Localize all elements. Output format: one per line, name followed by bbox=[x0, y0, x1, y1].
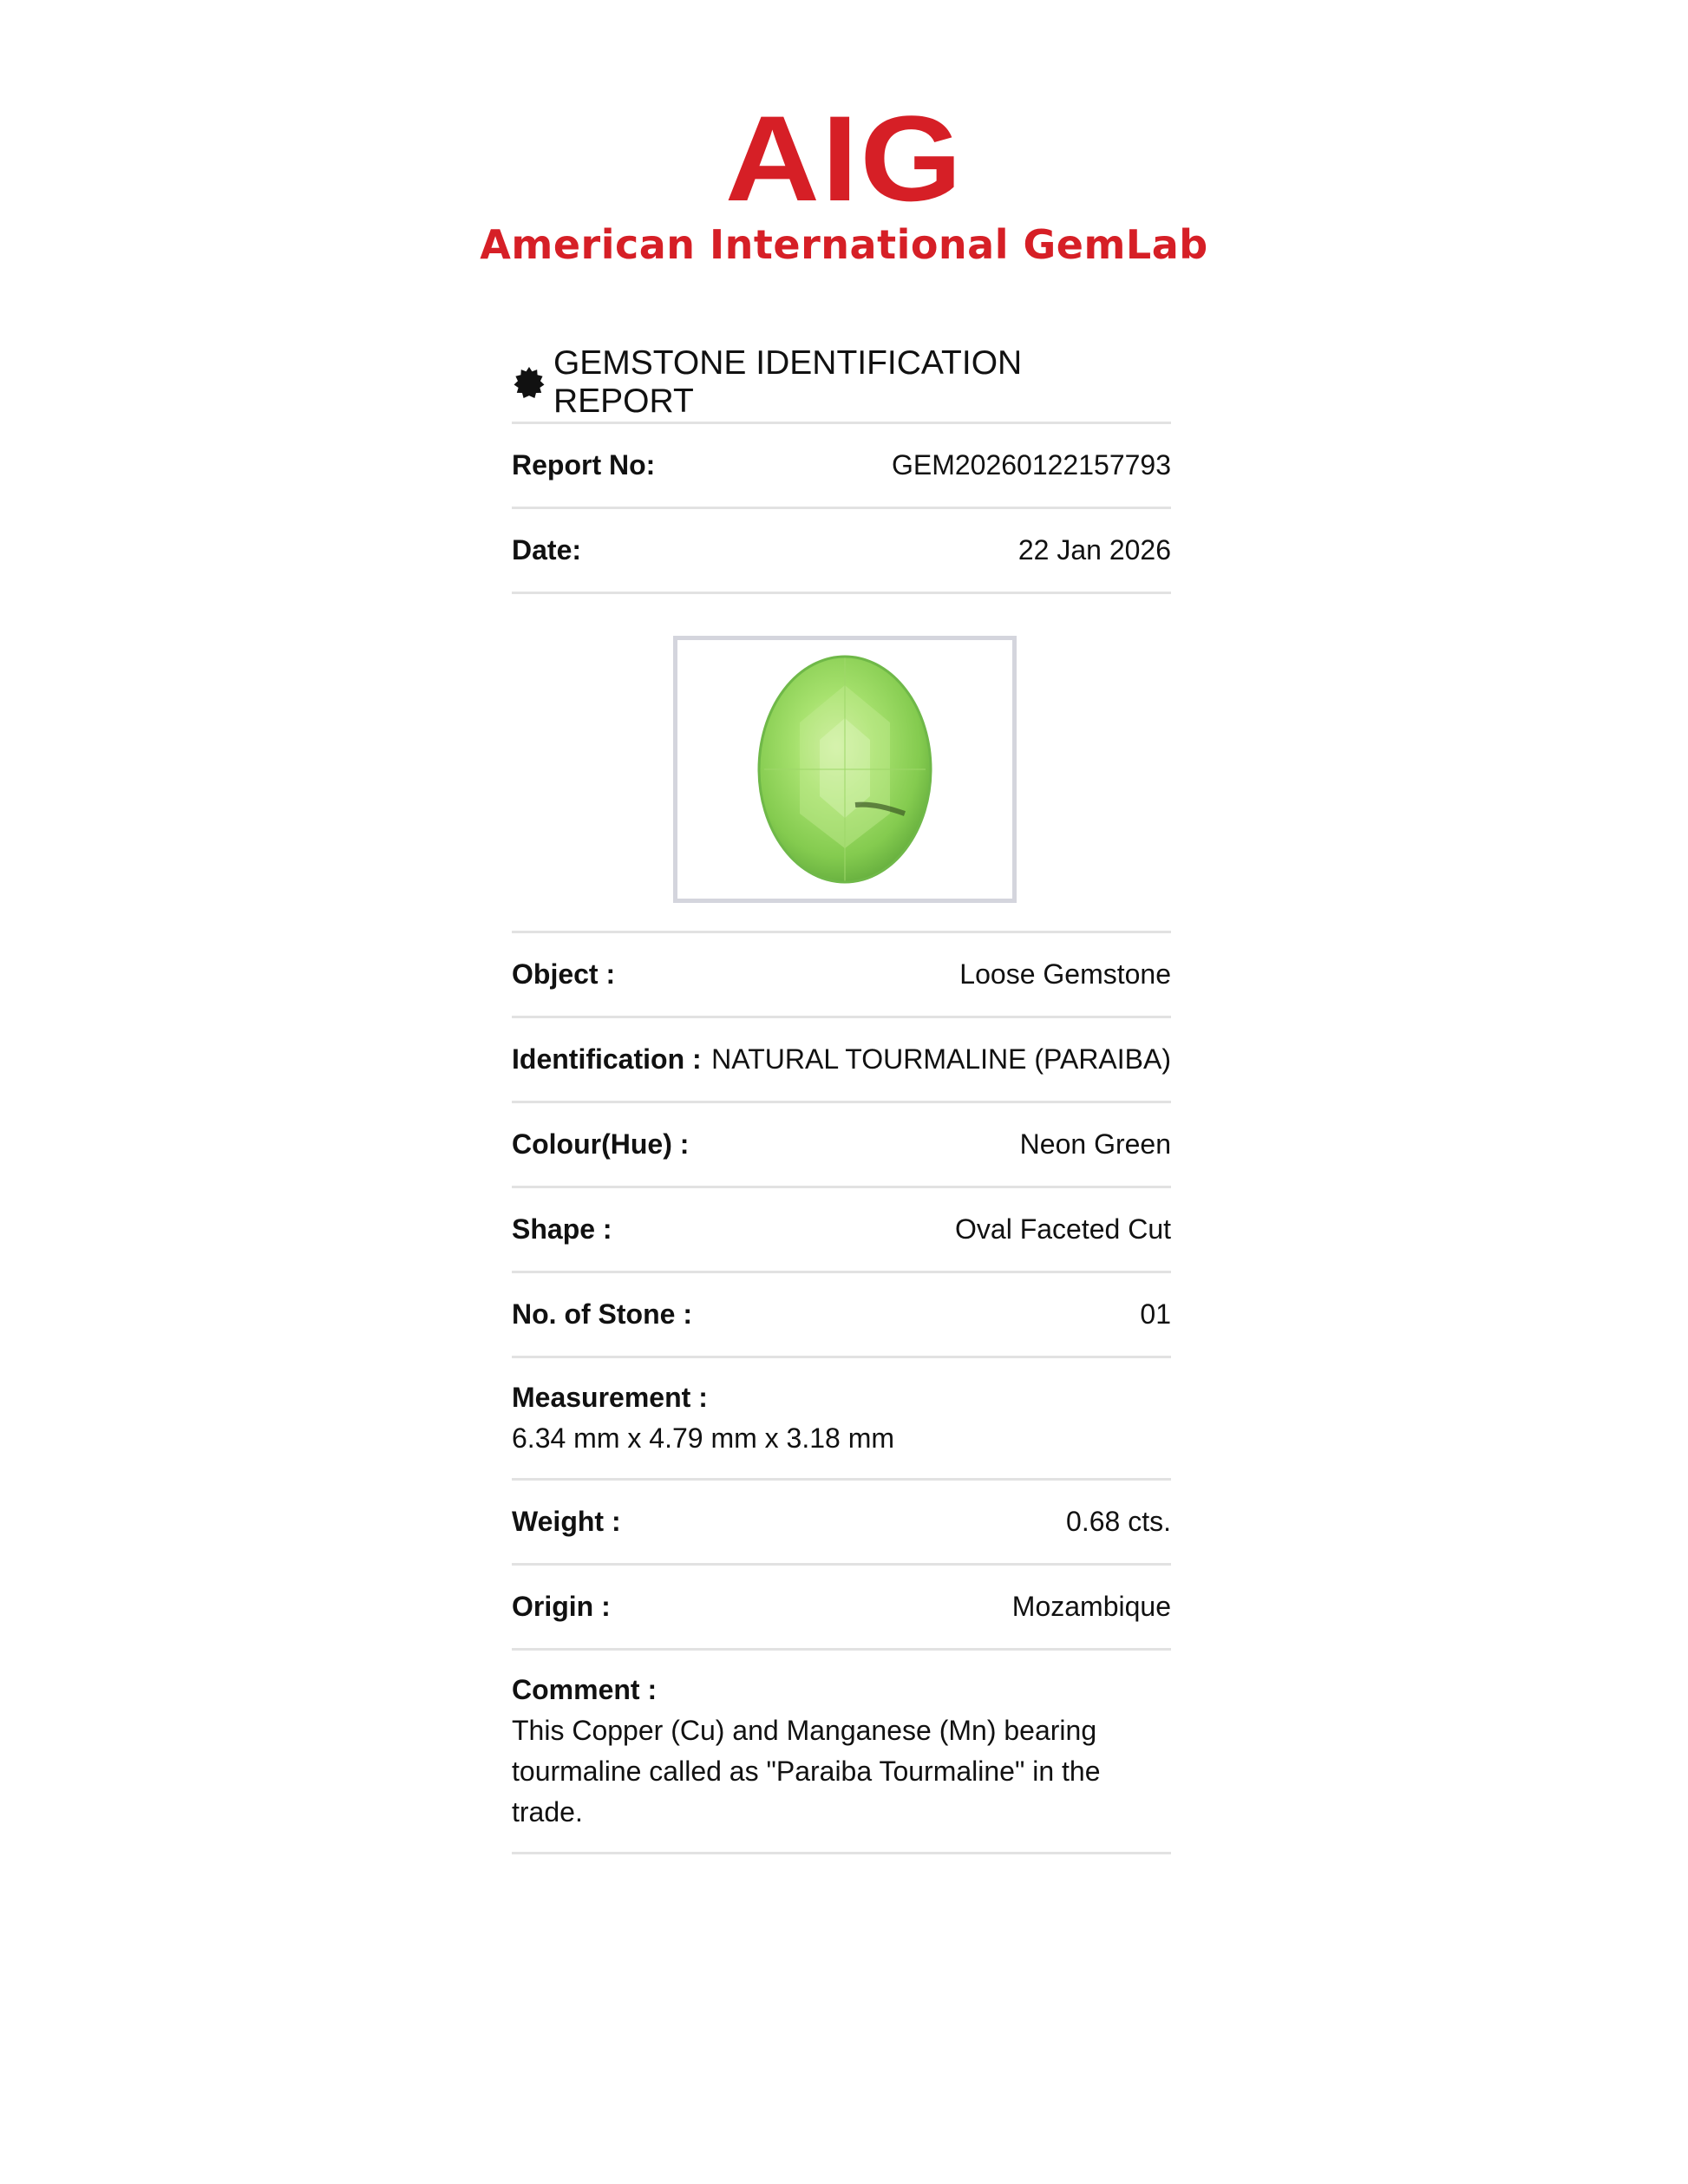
report-card bbox=[512, 343, 1171, 1854]
measurement-value: 6.34 mm x 4.79 mm x 3.18 mm bbox=[512, 1422, 895, 1454]
origin-label: Origin : bbox=[512, 1591, 611, 1622]
gem-photo-section bbox=[512, 594, 1171, 933]
colour-label: Colour(Hue) : bbox=[512, 1128, 690, 1160]
colour-value: Neon Green bbox=[1019, 1128, 1171, 1160]
comment-block bbox=[512, 1651, 1171, 1854]
identification-value: NATURAL TOURMALINE (PARAIBA) bbox=[711, 1043, 1171, 1075]
weight-label: Weight : bbox=[512, 1506, 621, 1537]
gemstone-photo bbox=[677, 640, 1012, 899]
measurement-label: Measurement : bbox=[512, 1382, 708, 1413]
origin-row bbox=[512, 1566, 1171, 1651]
colour-row bbox=[512, 1103, 1171, 1188]
identification-row bbox=[512, 1018, 1171, 1103]
weight-value: 0.68 cts. bbox=[1066, 1506, 1171, 1537]
object-label: Object : bbox=[512, 958, 616, 990]
origin-value: Mozambique bbox=[1011, 1591, 1171, 1622]
object-row bbox=[512, 933, 1171, 1018]
shape-value: Oval Faceted Cut bbox=[955, 1213, 1171, 1245]
weight-row bbox=[512, 1481, 1171, 1566]
identification-label: Identification : bbox=[512, 1043, 702, 1075]
report-title-bar bbox=[512, 343, 1171, 424]
gem-photo-frame bbox=[673, 636, 1017, 903]
report-no-value: GEM20260122157793 bbox=[891, 449, 1171, 481]
logo-mark: AIG bbox=[724, 90, 964, 226]
shape-label: Shape : bbox=[512, 1213, 612, 1245]
date-label: Date: bbox=[512, 534, 582, 566]
logo-lab-name: American International GemLab bbox=[480, 221, 1208, 268]
comment-text: This Copper (Cu) and Manganese (Mn) bearing tourmaline called as "Paraiba Tourmaline" in the trade. bbox=[512, 1715, 1101, 1828]
report-no-row bbox=[512, 424, 1171, 509]
measurement-block bbox=[512, 1358, 1171, 1481]
report-title: GEMSTONE IDENTIFICATION REPORT bbox=[553, 344, 1023, 420]
object-value: Loose Gemstone bbox=[959, 958, 1171, 990]
stones-label: No. of Stone : bbox=[512, 1298, 692, 1330]
shape-row bbox=[512, 1188, 1171, 1273]
stones-value: 01 bbox=[1140, 1298, 1171, 1330]
stones-row bbox=[512, 1273, 1171, 1358]
date-row bbox=[512, 509, 1171, 594]
report-no-label: Report No: bbox=[512, 449, 656, 481]
date-value: 22 Jan 2026 bbox=[1017, 534, 1171, 566]
seal-badge-icon bbox=[512, 365, 546, 400]
aig-logo bbox=[0, 90, 1688, 271]
comment-label: Comment : bbox=[512, 1674, 658, 1705]
